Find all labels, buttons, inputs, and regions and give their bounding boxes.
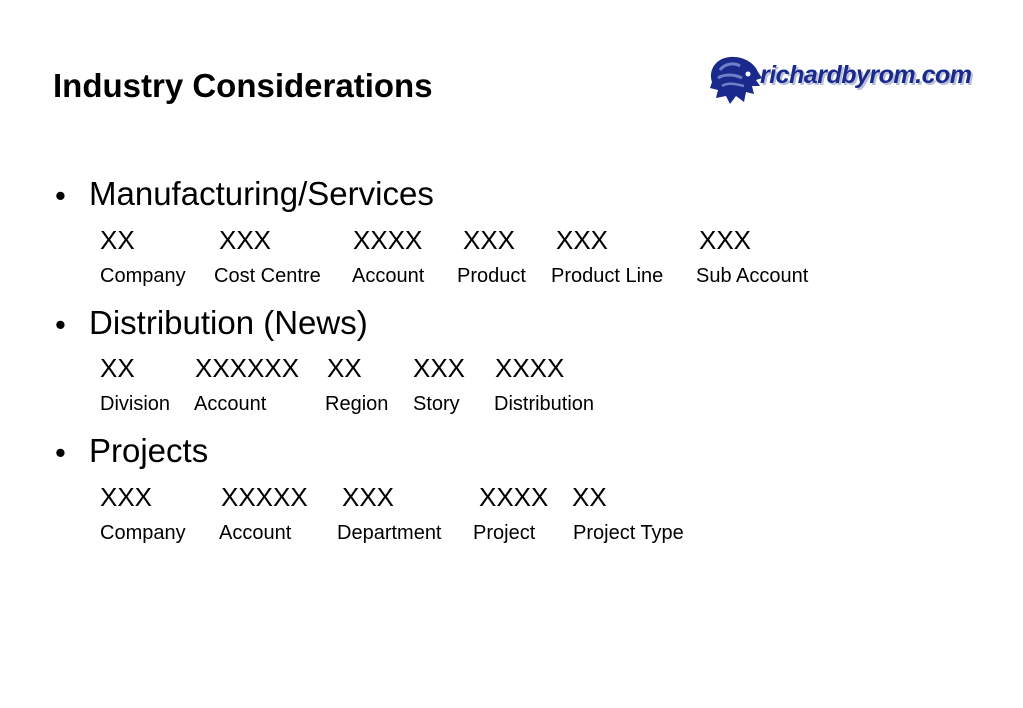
- segment-label: Account: [194, 393, 267, 415]
- segment-label: Company: [100, 265, 186, 287]
- code-segment: XXX: [699, 225, 752, 255]
- code-segment: XX: [572, 482, 607, 512]
- code-segment: XX: [100, 353, 135, 383]
- segment-label: Division: [100, 393, 171, 415]
- segment-label: Project Type: [573, 522, 684, 544]
- bullet-icon: •: [55, 307, 66, 342]
- segment-label: Account: [219, 522, 292, 544]
- code-segment: XXX: [463, 225, 516, 255]
- section-heading: Projects: [89, 432, 209, 469]
- code-segment: XX: [100, 225, 135, 255]
- bullet-icon: •: [55, 435, 66, 470]
- segment-label: Region: [325, 393, 389, 415]
- segment-label: Account: [352, 265, 425, 287]
- code-segment: XXXXXX: [195, 353, 300, 383]
- segment-label: Distribution: [494, 393, 595, 415]
- segment-label: Product: [457, 265, 526, 287]
- segment-label: Department: [337, 522, 442, 544]
- bullet-icon: •: [55, 178, 66, 213]
- segment-label: Project: [473, 522, 536, 544]
- section-heading: Manufacturing/Services: [89, 175, 434, 212]
- code-segment: XXX: [342, 482, 395, 512]
- company-logo: [704, 52, 1014, 108]
- segment-label: Product Line: [551, 265, 664, 287]
- code-segment: XXXX: [353, 225, 423, 255]
- code-segment: XXX: [219, 225, 272, 255]
- code-segment: XXX: [413, 353, 466, 383]
- code-segment: XXX: [100, 482, 153, 512]
- segment-label: Story: [413, 393, 460, 415]
- lion-head-icon: [704, 52, 764, 108]
- code-segment: XXXX: [479, 482, 549, 512]
- code-segment: XXXXX: [221, 482, 308, 512]
- logo-text: richardbyrom.com: [760, 61, 972, 89]
- segment-label: Company: [100, 522, 186, 544]
- slide-title: Industry Considerations: [53, 67, 433, 104]
- section-heading: Distribution (News): [89, 304, 368, 341]
- code-segment: XXXX: [495, 353, 565, 383]
- code-segment: XXX: [556, 225, 609, 255]
- code-segment: XX: [327, 353, 362, 383]
- segment-label: Sub Account: [696, 265, 809, 287]
- segment-label: Cost Centre: [214, 265, 321, 287]
